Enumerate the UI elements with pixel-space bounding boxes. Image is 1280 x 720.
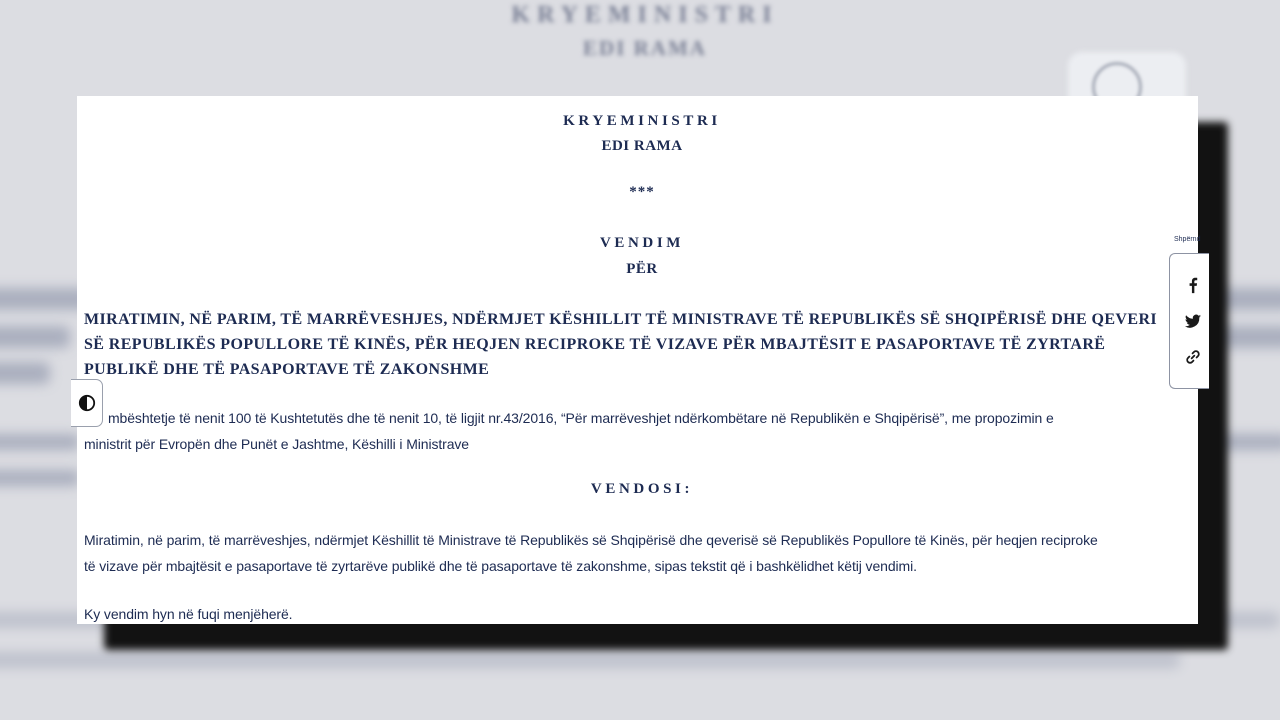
subject-line: PUBLIKË DHE TË PASAPORTAVE TË ZAKONSHME — [84, 361, 490, 378]
paragraph-line: ministrit për Evropën dhe Punët e Jashtme, Këshilli i Ministrave — [84, 436, 469, 452]
document-author: EDI RAMA — [601, 138, 683, 154]
paragraph-line: mbështetje të nenit 100 të Kushtetutës dhe të nenit 10, të ligjit nr.43/2016, “Për marrëveshjet ndërkombëtare në Republikën e Shqipërisë”, me propozimin e — [108, 410, 1054, 426]
facebook-icon[interactable] — [1184, 276, 1202, 294]
share-label: Shpërnd — [1174, 236, 1201, 243]
decision-subject — [84, 307, 1198, 382]
decision-heading: VENDIM — [599, 235, 685, 251]
document-panel — [77, 96, 1201, 624]
background-title: KRYEMINISTRI — [511, 2, 779, 28]
contrast-toggle-button[interactable] — [71, 379, 103, 427]
paragraph-line: të vizave për mbajtësit e pasaportave të zyrtarëve publikë dhe të pasaportave të zakonshme, sipas tekstit që i bashkëlidhet këtij vendimi. — [84, 558, 917, 574]
link-icon[interactable] — [1184, 348, 1202, 366]
legal-basis-paragraph — [84, 405, 1054, 457]
subject-line: MIRATIMIN, NË PARIM, TË MARRËVESHJES, NDËRMJET KËSHILLIT TË MINISTRAVE TË REPUBLIKËS SË SHQIPËRISË DHE QEVERI — [84, 311, 1158, 328]
paragraph-line: Miratimin, në parim, të marrëveshjes, ndërmjet Këshillit të Ministrave të Republikës së Shqipërisë dhe qeverisë së Republikës Popullore të Kinës, për heqjen reciproke — [84, 532, 1098, 548]
article-2-paragraph: Ky vendim hyn në fuqi menjëherë. — [84, 606, 293, 622]
contrast-icon — [78, 394, 96, 412]
subject-line: SË REPUBLIKËS POPULLORE TË KINËS, PËR HEQJEN RECIPROKE TË VIZAVE PËR MBAJTËSIT E PASAPORTAVE TË ZYRTARË — [84, 336, 1106, 353]
article-1-paragraph — [84, 527, 1098, 579]
background-subtitle: EDI RAMA — [583, 36, 707, 60]
separator: *** — [629, 184, 655, 200]
decides-heading: VENDOSI: — [590, 481, 694, 497]
twitter-icon[interactable] — [1184, 312, 1202, 330]
decision-for: PËR — [626, 261, 658, 277]
document-title: KRYEMINISTRI — [563, 113, 721, 129]
share-widget — [1169, 253, 1209, 389]
